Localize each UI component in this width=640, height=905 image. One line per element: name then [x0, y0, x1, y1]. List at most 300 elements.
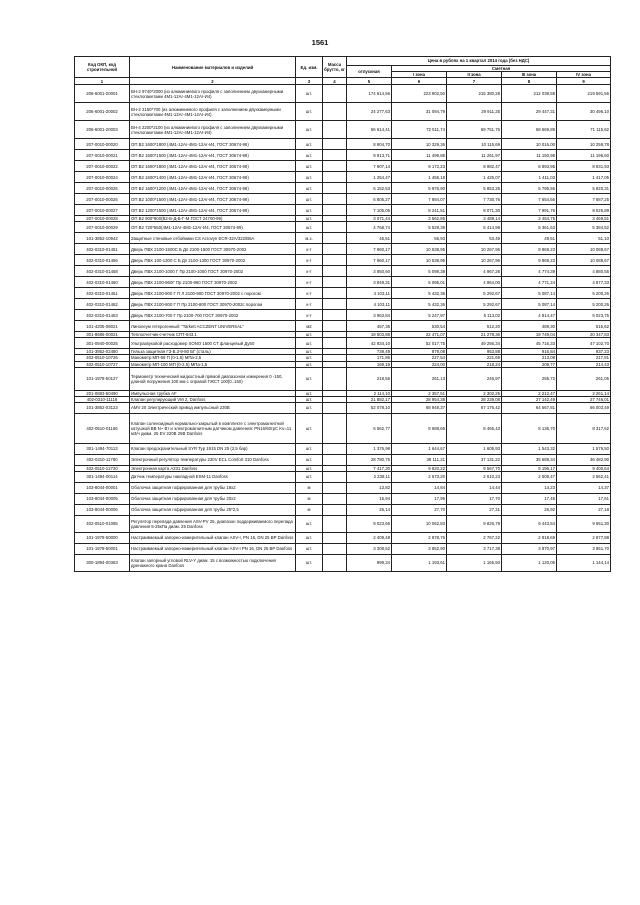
table-row [75, 443, 611, 454]
row-name: Ультразвуковой расходомер SONO 1500 СТ фланцевый Ду50 [130, 338, 296, 349]
row-unit: шт. [296, 471, 323, 482]
row-zone4-price: 66 003,49 [557, 402, 611, 413]
row-zone2-price: 37 131,22 [447, 454, 502, 465]
row-zone1-price: 17,95 [392, 493, 447, 504]
row-zone3-price: 8 893,95 [502, 161, 557, 172]
row-zone3-price: 2 818,69 [502, 532, 557, 543]
row-name: ОП В2 1600*1200 (4М1-12Ar-4М1-12Ar-И4, ГОСТ 30674-99) [130, 183, 296, 194]
row-unit: шт. [296, 222, 323, 233]
row-zone4-price: 27,18 [557, 504, 611, 515]
row-zone3-price: 1 120,06 [502, 554, 557, 571]
row-name: Электронный регулятор температуры 230V ECL Comfort 310 Danfoss [130, 454, 296, 465]
row-release-price: 171,86 [347, 355, 392, 361]
row-zone1-price: 10 062,83 [392, 515, 447, 532]
table-row [75, 321, 611, 332]
row-code: 101-4205-08021 [75, 321, 130, 332]
row-zone2-price: 3 717,38 [447, 543, 502, 554]
row-zone2-price: 9 826,79 [447, 515, 502, 532]
row-code: 301-1494-00114 [75, 471, 130, 482]
row-zone2-price: 67 176,42 [447, 402, 502, 413]
row-zone3-price: 45 716,33 [502, 338, 557, 349]
row-name: Защитные стеновые отбойники CS Acrovyn ECR-32А/322/B6A [130, 233, 296, 244]
row-release-price: 7 960,17 [347, 255, 392, 266]
row-unit: м [296, 493, 323, 504]
row-zone2-price: 5 414,99 [447, 222, 502, 233]
row-name: ОП В2 1200*1500 (4М1-12Ar-4М1-12Ar-И4, ГОСТ 30674-99) [130, 205, 296, 216]
table-row [75, 299, 611, 310]
table-row [75, 413, 611, 443]
row-weight [323, 321, 347, 332]
table-row [75, 402, 611, 413]
row-code: 101-1978-50001 [75, 543, 130, 554]
row-zone1-price: 2 673,20 [392, 471, 447, 482]
row-zone3-price: 7 991,76 [502, 205, 557, 216]
row-zone4-price: 10 258,78 [557, 139, 611, 150]
row-code: 402-0310-01460 [75, 277, 130, 288]
row-name: Дверь ПВХ 100-1300 С Б Дп 2100-1300 ГОСТ 30970-2002 [130, 255, 296, 266]
row-name: Оболочка защитная гофрированная для трубы 20х2 [130, 493, 296, 504]
row-release-price: 1 376,98 [347, 443, 392, 454]
row-name: ОП В2 1600*1500 (4М1-12Ar-4М1-12Ar-И4, ГОСТ 30674-99) [130, 150, 296, 161]
row-release-price: 8 904,70 [347, 139, 392, 150]
row-zone4-price: 516,62 [557, 321, 611, 332]
column-number: 7 [447, 78, 502, 85]
row-name: Дверь ПВХ 2100-900 Г П Л 2100-900 ГОСТ 30970-2002 с порогом [130, 288, 296, 299]
row-code: 301-1494-70113 [75, 443, 130, 454]
row-zone2-price: 28 239,08 [447, 396, 502, 402]
row-zone3-price: 5 087,14 [502, 299, 557, 310]
price-table [74, 56, 611, 572]
row-code: 301-8686-00021 [75, 332, 130, 338]
row-zone4-price: 5 820,31 [557, 183, 611, 194]
row-zone2-price: 1 425,07 [447, 172, 502, 183]
row-weight [323, 367, 347, 390]
header-release: отпускная [347, 66, 392, 78]
row-release-price: 2 409,48 [347, 532, 392, 543]
row-name: Теплосчетчик-счетчик СПТ-943.1 [130, 332, 296, 338]
row-weight [323, 543, 347, 554]
row-zone2-price: 17,70 [447, 493, 502, 504]
row-code: 207-0010-00024 [75, 172, 130, 183]
row-name: Импульсная трубка AF [130, 390, 296, 396]
column-number: 2 [130, 78, 296, 85]
row-code: 207-0010-00020 [75, 139, 130, 150]
row-unit: шт. [296, 454, 323, 465]
row-unit: шт. [296, 349, 323, 355]
row-zone1-price: 5 432,36 [392, 288, 447, 299]
row-zone1-price: 5 095,01 [392, 277, 447, 288]
row-zone1-price: 10 329,36 [392, 139, 447, 150]
row-zone3-price: 9 869,23 [502, 255, 557, 266]
row-name: ВН-2 9740*2000 (из алюминиевого профиля с заполнением двухкамерными стеклопакетами 4М1-12Ar-4М1-12Ar-И4) [130, 85, 296, 103]
row-release-price: 28 780,75 [347, 454, 392, 465]
row-unit: м.з. [296, 233, 323, 244]
row-weight [323, 255, 347, 266]
row-zone2-price: 21 278,36 [447, 332, 502, 338]
row-weight [323, 150, 347, 161]
row-unit: м2 [296, 321, 323, 332]
table-row [75, 367, 611, 390]
row-code: 402-0510-12720 [75, 465, 130, 471]
row-zone4-price: 47 102,70 [557, 338, 611, 349]
row-zone3-price: 1 543,32 [502, 443, 557, 454]
row-code: 402-0310-01462 [75, 299, 130, 310]
row-release-price: 6 805,27 [347, 194, 392, 205]
row-name: Датчик температуры накладной ESM-11 Danfoss [130, 471, 296, 482]
row-zone1-price: 227,54 [392, 355, 447, 361]
row-weight [323, 454, 347, 465]
row-zone4-price: 11 196,60 [557, 150, 611, 161]
row-zone2-price: 8 071,30 [447, 205, 502, 216]
table-row [75, 454, 611, 465]
row-release-price: 2 238,11 [347, 471, 392, 482]
row-code: 301-0940-00025 [75, 338, 130, 349]
row-zone4-price: 14,37 [557, 482, 611, 493]
row-release-price: 7 105,05 [347, 205, 392, 216]
row-release-price: 174 614,56 [347, 85, 392, 103]
row-unit: шт. [296, 150, 323, 161]
row-zone3-price: 209,77 [502, 361, 557, 367]
row-zone2-price: 10 267,96 [447, 255, 502, 266]
row-zone1-price: 1 193,61 [392, 554, 447, 571]
row-weight [323, 121, 347, 139]
row-name: Манометр МП-100 МП (0-2,5) МПа-1,5 [130, 361, 296, 367]
row-zone2-price: 10 115,69 [447, 139, 502, 150]
column-number: 4 [323, 78, 347, 85]
row-unit: к-т [296, 299, 323, 310]
header-unit: Ед. изм. [296, 57, 323, 78]
row-zone2-price: 11 261,97 [447, 150, 502, 161]
row-release-price: 739,49 [347, 349, 392, 355]
row-weight [323, 266, 347, 277]
table-row [75, 471, 611, 482]
row-zone4-price: 2 562,41 [557, 471, 611, 482]
row-zone2-price: 1 605,93 [447, 443, 502, 454]
row-zone4-price: 10 088,67 [557, 255, 611, 266]
row-zone4-price: 8 025,89 [557, 205, 611, 216]
row-zone3-price: 29 447,31 [502, 103, 557, 121]
row-zone4-price: 1 144,14 [557, 554, 611, 571]
row-zone2-price: 5 113,02 [447, 310, 502, 321]
row-name: Настраиваемый запорно-измерительный клапан ASV-I PN 16, DN 25 BP Danfoss [130, 543, 296, 554]
row-name: Манометр МП-69 П (0-1,6) МПа-2,5 [130, 355, 296, 361]
row-zone3-price: 17,45 [502, 493, 557, 504]
row-release-price: 7 417,30 [347, 465, 392, 471]
header-code: Код ОКП, код строительной [75, 57, 130, 78]
row-zone2-price: 3 489,14 [447, 216, 502, 222]
row-zone4-price: 5 023,75 [557, 310, 611, 321]
row-code: 402-0510-01085 [75, 515, 130, 532]
row-zone1-price: 5 529,39 [392, 222, 447, 233]
row-zone3-price: 7 654,56 [502, 194, 557, 205]
row-zone2-price: 221,69 [447, 355, 502, 361]
row-zone1-price: 530,54 [392, 321, 447, 332]
row-code: 103-8044-00006 [75, 504, 130, 515]
row-zone2-price: 218,24 [447, 361, 502, 367]
row-zone1-price: 261,13 [392, 367, 447, 390]
row-zone3-price: 9 196,17 [502, 465, 557, 471]
row-weight [323, 532, 347, 543]
row-release-price: 3 071,44 [347, 216, 392, 222]
row-zone3-price: 2 508,47 [502, 471, 557, 482]
row-unit: к-т [296, 310, 323, 321]
row-code: 402-0310-01456 [75, 255, 130, 266]
row-zone1-price: 14,84 [392, 482, 447, 493]
table-row [75, 554, 611, 571]
row-name: Электронная карта A231 Danfoss [130, 465, 296, 471]
table-row [75, 532, 611, 543]
header-weight: Масса брутто, кг [323, 57, 347, 78]
row-code: 101-1978-50000 [75, 532, 130, 543]
table-row [75, 103, 611, 121]
row-zone3-price: 26,92 [502, 504, 557, 515]
row-name: Регулятор перепада давления ASV-PV 25, диапазон поддерживаемого перепада давления 5-25кПа диам. 25 Danfoss [130, 515, 296, 532]
row-code: 402-0310-11118 [75, 396, 130, 402]
row-zone1-price: 2 357,51 [392, 390, 447, 396]
row-release-price: 9 023,66 [347, 515, 392, 532]
row-zone4-price: 4 880,55 [557, 266, 611, 277]
row-zone3-price: 9 869,23 [502, 244, 557, 255]
row-zone1-price: 10 538,95 [392, 255, 447, 266]
row-unit: шт. [296, 402, 323, 413]
row-name: Дверь ПВХ 2100-1000 Г Пр 2100-1000 ГОСТ 30970-2002 [130, 266, 296, 277]
row-zone3-price: 19 749,04 [502, 332, 557, 338]
row-unit: шт. [296, 103, 323, 121]
row-zone1-price: 8 688,65 [392, 413, 447, 443]
row-release-price: 3 308,52 [347, 543, 392, 554]
row-name: ОП В2 720*550(4М1-12Ar-4М1-12Ar-И4, ГОСТ 30674-99) [130, 222, 296, 233]
column-number: 8 [502, 78, 557, 85]
row-code: 103-8044-00001 [75, 482, 130, 493]
row-zone3-price: 2 212,47 [502, 390, 557, 396]
row-zone4-price: 36 482,90 [557, 454, 611, 465]
row-unit: шт. [296, 194, 323, 205]
row-zone2-price: 29 911,25 [447, 103, 502, 121]
row-release-price: 1 254,47 [347, 172, 392, 183]
row-weight [323, 515, 347, 532]
row-zone3-price: 8 136,70 [502, 413, 557, 443]
row-zone3-price: 213,08 [502, 355, 557, 361]
row-weight [323, 183, 347, 194]
row-zone4-price: 10 088,67 [557, 244, 611, 255]
row-weight [323, 443, 347, 454]
row-unit: шт. [296, 161, 323, 172]
row-unit: шт. [296, 396, 323, 402]
row-zone3-price: 49,51 [502, 233, 557, 244]
row-zone2-price: 5 292,67 [447, 288, 502, 299]
row-unit: шт. [296, 361, 323, 367]
row-zone3-price: 64 567,81 [502, 402, 557, 413]
row-zone4-price: 3 469,51 [557, 216, 611, 222]
row-weight [323, 299, 347, 310]
row-name: Дверь ПВХ 2100-1500С Б Дп 2100-1500 ГОСТ 30970-2002 [130, 244, 296, 255]
row-zone2-price: 10 267,96 [447, 244, 502, 255]
row-zone2-price: 69 751,76 [447, 121, 502, 139]
row-zone3-price: 916,84 [502, 349, 557, 355]
header-zone1: I зона [392, 72, 447, 78]
row-code: 402-0310-01461 [75, 288, 130, 299]
row-code: 207-0010-00026 [75, 194, 130, 205]
row-unit: шт. [296, 332, 323, 338]
row-release-price: 13,82 [347, 482, 392, 493]
row-zone1-price: 31 094,79 [392, 103, 447, 121]
row-weight [323, 139, 347, 150]
row-zone4-price: 1 417,05 [557, 172, 611, 183]
row-zone4-price: 261,05 [557, 367, 611, 390]
row-release-price: 18 503,88 [347, 332, 392, 338]
row-zone2-price: 215 380,28 [447, 85, 502, 103]
row-zone4-price: 17,61 [557, 493, 611, 504]
row-zone1-price: 9 820,22 [392, 465, 447, 471]
row-release-price: 4 103,11 [347, 288, 392, 299]
row-unit: шт. [296, 554, 323, 571]
row-zone4-price: 8 317,62 [557, 413, 611, 443]
row-zone1-price: 1 455,18 [392, 172, 447, 183]
row-unit: м [296, 482, 323, 493]
row-zone1-price: 224,00 [392, 361, 447, 367]
row-zone4-price: 27 746,01 [557, 396, 611, 402]
row-zone1-price: 223 902,50 [392, 85, 447, 103]
table-body [75, 85, 611, 572]
row-weight [323, 85, 347, 103]
row-weight [323, 554, 347, 571]
table-row [75, 150, 611, 161]
row-unit: шт. [296, 532, 323, 543]
table-row [75, 194, 611, 205]
row-zone3-price: 5 795,56 [502, 183, 557, 194]
row-code: 207-0010-00021 [75, 150, 130, 161]
table-row [75, 222, 611, 233]
table-row [75, 504, 611, 515]
page-number: 1561 [311, 38, 329, 47]
row-zone3-price: 9 443,54 [502, 515, 557, 532]
row-zone1-price: 11 499,88 [392, 150, 447, 161]
row-release-price: 42 834,10 [347, 338, 392, 349]
row-zone1-price: 5 976,90 [392, 183, 447, 194]
row-unit: шт. [296, 205, 323, 216]
row-zone1-price: 1 644,67 [392, 443, 447, 454]
row-weight [323, 222, 347, 233]
header-zone2: II зона [447, 72, 502, 78]
row-weight [323, 194, 347, 205]
row-zone2-price: 27,31 [447, 504, 502, 515]
row-zone1-price: 28 954,38 [392, 396, 447, 402]
row-zone1-price: 68 948,37 [392, 402, 447, 413]
row-zone1-price: 52 017,75 [392, 338, 447, 349]
row-name: Оболочка защитная гофрированная для трубы 18х2 [130, 482, 296, 493]
row-weight [323, 482, 347, 493]
row-code: 402-0310-01451 [75, 244, 130, 255]
row-zone3-price: 10 016,00 [502, 139, 557, 150]
table-row [75, 288, 611, 299]
table-row [75, 338, 611, 349]
row-release-price: 56 614,41 [347, 121, 392, 139]
row-unit: шт. [296, 183, 323, 194]
row-release-price: 169,19 [347, 361, 392, 367]
row-unit: шт. [296, 85, 323, 103]
row-unit: шт. [296, 390, 323, 396]
row-release-price: 7 907,14 [347, 161, 392, 172]
row-weight [323, 205, 347, 216]
row-zone4-price: 30 496,10 [557, 103, 611, 121]
row-code: 207-0010-00028 [75, 216, 130, 222]
row-name: ОП В2 900*900(В2-Б-Д-Б-Г-М ГОСТ 24700-99) [130, 216, 296, 222]
row-release-price: 4 768,74 [347, 222, 392, 233]
row-zone3-price: 3 870,97 [502, 543, 557, 554]
row-code: 101-3862-02480 [75, 349, 130, 355]
row-weight [323, 277, 347, 288]
table-row [75, 266, 611, 277]
row-unit: к-т [296, 244, 323, 255]
row-release-price: 6 562,77 [347, 413, 392, 443]
row-zone3-price: 5 361,63 [502, 222, 557, 233]
table-row [75, 493, 611, 504]
row-name: ОП В2 1000*1500 (4М1-12Ar-4М1-12Ar-И4, ГОСТ 30674-99) [130, 194, 296, 205]
row-release-price: 999,34 [347, 554, 392, 571]
row-zone3-price: 14,23 [502, 482, 557, 493]
row-weight [323, 471, 347, 482]
table-row [75, 139, 611, 150]
row-zone4-price: 3 951,70 [557, 543, 611, 554]
header-price-title: Цена в рублях на 1 квартал 2014 года (без НДС) [347, 57, 611, 66]
row-code: 402-0510-10727 [75, 361, 130, 367]
row-zone2-price: 9 567,70 [447, 465, 502, 471]
header-zone4: IV зона [557, 72, 611, 78]
row-zone2-price: 512,20 [447, 321, 502, 332]
row-release-price: 5 152,53 [347, 183, 392, 194]
row-release-price: 15,94 [347, 493, 392, 504]
row-code: 101-1978-50127 [75, 367, 130, 390]
row-unit: к-т [296, 255, 323, 266]
row-name: Клапан соленоидный нормально-закрытый в комплекте с электромагнитной катушкой BB N~ Вт и электромагнитным датчиком давления: PN16/60грС Kv=11 м3/ч диам. 25 EV 220B 25B Danfoss [130, 413, 296, 443]
row-name: ОП В2 1600*1800 (4М1-12Ar-4М1-12Ar-И4, ГОСТ 30674-99) [130, 161, 296, 172]
row-zone2-price: 2 767,22 [447, 532, 502, 543]
row-weight [323, 233, 347, 244]
column-number: 3 [296, 78, 323, 85]
row-unit: шт. [296, 413, 323, 443]
row-zone1-price: 5 098,38 [392, 266, 447, 277]
row-zone2-price: 4 964,00 [447, 277, 502, 288]
row-zone2-price: 2 610,23 [447, 471, 502, 482]
row-code: 207-0010-00022 [75, 161, 130, 172]
row-name: ОП В2 1600*1400 (4М1-12Ar-4М1-12Ar-И4, ГОСТ 30674-99) [130, 172, 296, 183]
row-release-price: 457,35 [347, 321, 392, 332]
row-zone4-price: 51,10 [557, 233, 611, 244]
row-zone4-price: 5 200,26 [557, 288, 611, 299]
row-release-price: 218,56 [347, 367, 392, 390]
row-name: Линолеум гетерогенный: "Tarkett ACCZENT UNIVERSAL" [130, 321, 296, 332]
table-row [75, 161, 611, 172]
header-name: Наименование материалов и изделий [130, 57, 296, 78]
row-zone2-price: 5 292,67 [447, 299, 502, 310]
row-zone1-price: 56,93 [392, 233, 447, 244]
row-release-price: 7 960,17 [347, 244, 392, 255]
table-row [75, 233, 611, 244]
column-number: 5 [347, 78, 392, 85]
row-release-price: 45,51 [347, 233, 392, 244]
row-unit: шт. [296, 139, 323, 150]
header-zone3: III зона [502, 72, 557, 78]
row-code: 103-8044-00005 [75, 493, 130, 504]
row-unit: к-т [296, 266, 323, 277]
row-zone2-price: 953,88 [447, 349, 502, 355]
table-row [75, 482, 611, 493]
row-zone3-price: 212 039,58 [502, 85, 557, 103]
row-code: 207-0010-00029 [75, 222, 130, 233]
row-zone3-price: 255,72 [502, 367, 557, 390]
row-code: 402-0310-11780 [75, 454, 130, 465]
row-weight [323, 402, 347, 413]
